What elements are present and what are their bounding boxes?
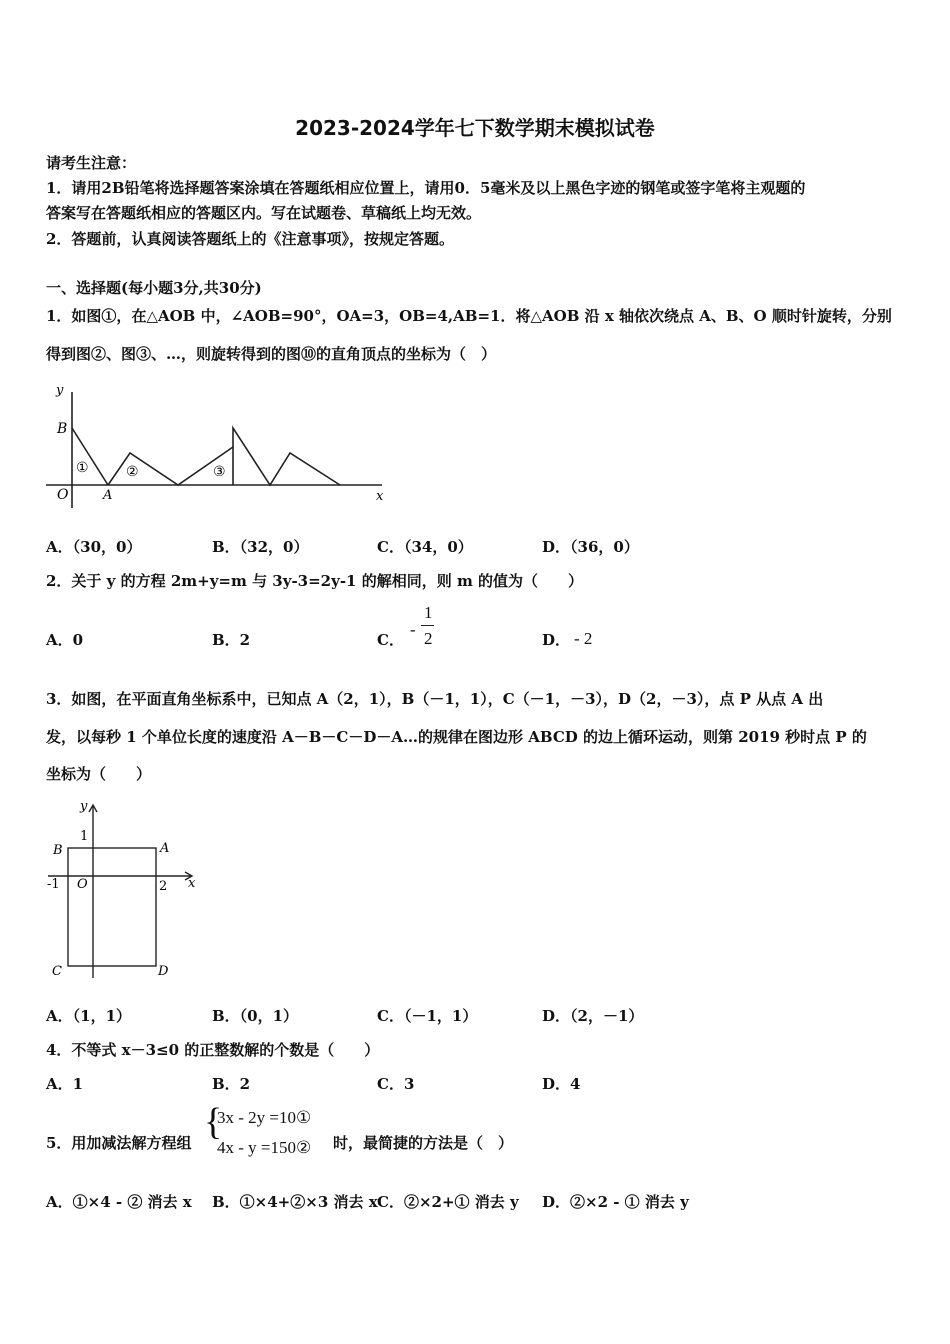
figure-label: y bbox=[80, 799, 88, 814]
option-c[interactable]: C．3 bbox=[377, 1075, 415, 1093]
figure-label: 1 bbox=[80, 829, 89, 844]
question-2-text: 2．关于 y 的方程 2m+y=m 与 3y-3=2y-1 的解相同，则 m 的值为（ ） bbox=[46, 572, 584, 590]
question-3-figure bbox=[40, 795, 210, 985]
brace: { bbox=[204, 1101, 223, 1143]
question-3-text: 坐标为（ ） bbox=[46, 765, 152, 783]
figure-label: D bbox=[158, 964, 169, 979]
option-c[interactable] bbox=[377, 629, 404, 650]
figure-label: C bbox=[52, 964, 62, 979]
option-d-value: - 2 bbox=[574, 629, 593, 648]
fraction-sign: - bbox=[410, 620, 416, 639]
question-1-text: 得到图②、图③、…，则旋转得到的图⑩的直角顶点的坐标为（ ） bbox=[46, 345, 497, 363]
question-1-text: 1．如图①，在△AOB 中，∠AOB=90°，OA=3，OB=4,AB=1．将△AOB 沿 x 轴依次绕点 A、B、O 顺时针旋转，分别 bbox=[46, 307, 892, 325]
question-4-text: 4．不等式 x－3≤0 的正整数解的个数是（ ） bbox=[46, 1041, 380, 1059]
figure-label: A bbox=[160, 841, 170, 856]
option-b[interactable]: B．2 bbox=[212, 1075, 251, 1093]
figure-label: ③ bbox=[213, 464, 226, 480]
figure-label: ① bbox=[76, 460, 89, 476]
option-a[interactable]: A．①×4 - ② 消去 x bbox=[46, 1193, 192, 1211]
fraction-numerator: 1 bbox=[424, 603, 433, 622]
page-title: 2023-2024学年七下数学期末模拟试卷 bbox=[295, 116, 655, 140]
figure-label: B bbox=[57, 421, 68, 437]
question-3-text: 发，以每秒 1 个单位长度的速度沿 A－B－C－D－A…的规律在图边形 ABCD 的边上循环运动，则第 2019 秒时点 P 的 bbox=[46, 728, 867, 746]
figure-label: ② bbox=[126, 464, 139, 480]
figure-label: y bbox=[56, 383, 64, 398]
option-b[interactable]: B．（0，1） bbox=[212, 1007, 299, 1025]
notice-line: 答案写在答题纸相应的答题区内。写在试题卷、草稿纸上均无效。 bbox=[46, 204, 482, 222]
option-a[interactable]: A．（30，0） bbox=[46, 538, 142, 556]
equation-2: 4x - y =150② bbox=[217, 1138, 312, 1157]
option-d[interactable]: D．（2，－1） bbox=[542, 1007, 644, 1025]
option-b[interactable]: B．（32，0） bbox=[212, 538, 309, 556]
option-d[interactable]: D．②×2 - ① 消去 y bbox=[542, 1193, 689, 1211]
question-3-text: 3．如图，在平面直角坐标系中，已知点 A（2，1），B（－1，1），C（－1，－3），D（2，－3），点 P 从点 A 出 bbox=[46, 690, 824, 708]
option-c[interactable]: C．②×2+① 消去 y bbox=[377, 1193, 519, 1211]
option-c[interactable]: C．（34，0） bbox=[377, 538, 473, 556]
option-b[interactable]: B．①×4+②×3 消去 x bbox=[212, 1193, 378, 1211]
notice-line: 1．请用2B铅笔将选择题答案涂填在答题纸相应位置上，请用0．5毫米及以上黑色字迹的钢笔或签字笔将主观题的 bbox=[46, 179, 806, 197]
figure-label: B bbox=[53, 843, 63, 858]
section-heading: 一、选择题(每小题3分,共30分) bbox=[46, 279, 262, 297]
option-b[interactable]: B．2 bbox=[212, 631, 251, 649]
option-d[interactable]: D．4 bbox=[542, 1075, 581, 1093]
notice-heading: 请考生注意： bbox=[46, 154, 137, 172]
notice-line: 2．答题前，认真阅读答题纸上的《注意事项》，按规定答题。 bbox=[46, 230, 454, 248]
figure-label: O bbox=[77, 877, 88, 892]
option-c[interactable]: C．（－1，1） bbox=[377, 1007, 478, 1025]
figure-label: x bbox=[188, 876, 196, 891]
fraction-denominator: 2 bbox=[424, 629, 433, 648]
option-a[interactable]: A．（1，1） bbox=[46, 1007, 132, 1025]
figure-label: 2 bbox=[159, 879, 168, 894]
figure-label: x bbox=[376, 489, 384, 504]
equation-1: 3x - 2y =10① bbox=[217, 1108, 312, 1127]
question-5-text: 5．用加减法解方程组 bbox=[46, 1134, 192, 1152]
figure-label: -1 bbox=[47, 877, 60, 892]
figure-label: A bbox=[103, 488, 113, 503]
option-a[interactable]: A．0 bbox=[46, 631, 84, 649]
figure-label: O bbox=[57, 487, 69, 503]
option-d[interactable]: D． bbox=[542, 631, 571, 649]
option-a[interactable]: A．1 bbox=[46, 1075, 84, 1093]
option-c-label: C． bbox=[377, 631, 404, 649]
option-d[interactable]: D．（36，0） bbox=[542, 538, 639, 556]
question-1-figure bbox=[40, 378, 400, 513]
fraction-bar bbox=[421, 625, 434, 626]
question-5-text: 时，最简捷的方法是（ ） bbox=[333, 1134, 514, 1152]
